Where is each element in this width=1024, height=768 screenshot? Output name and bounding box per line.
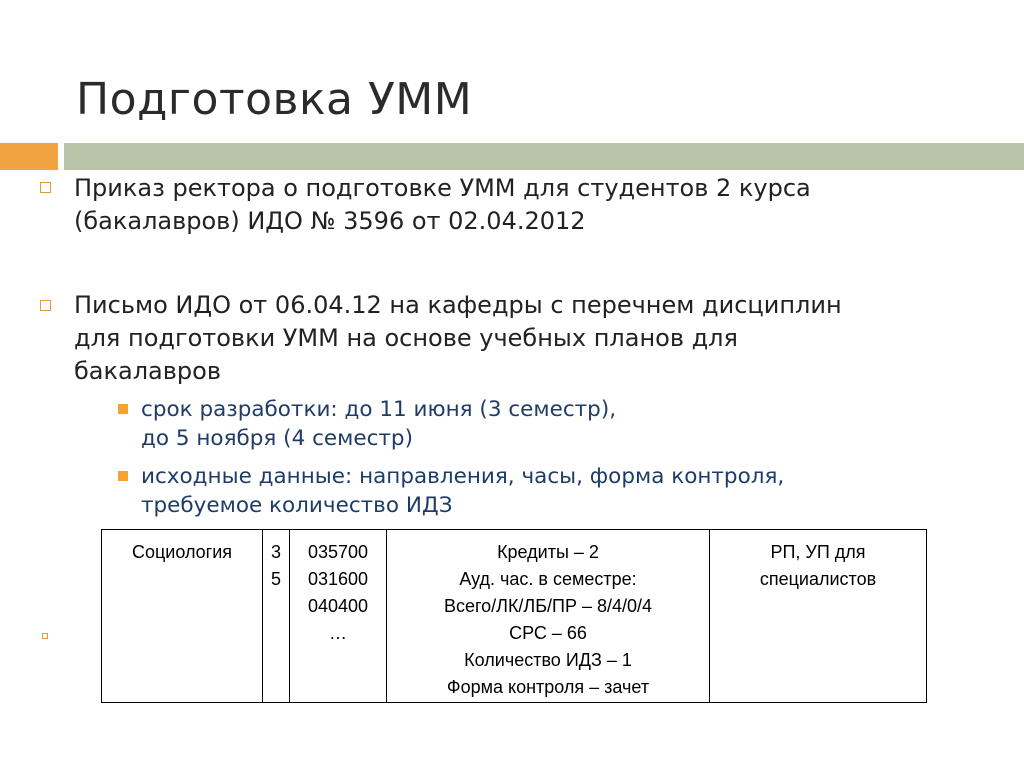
sub-bullet-line: требуемое количество ИДЗ	[141, 493, 453, 518]
semester-value: 3	[270, 542, 281, 562]
sub-bullet-square-icon	[118, 471, 128, 481]
empty-bullet-icon	[42, 633, 48, 639]
semester-value: 5	[270, 569, 281, 589]
detail-line: Кредиты – 2	[497, 542, 599, 562]
bullet-letter-line: бакалавров	[74, 357, 221, 385]
accent-bar-orange	[0, 143, 58, 170]
bullet-square-icon	[40, 182, 51, 193]
sub-bullet-input-data	[141, 462, 961, 520]
bullet-letter-line: для подготовки УММ на основе учебных планов для	[74, 324, 738, 352]
table-row	[102, 530, 927, 703]
direction-code: 040400	[307, 596, 369, 616]
direction-code: …	[329, 623, 347, 643]
detail-line: СРС – 66	[509, 623, 587, 643]
table-cell-docs	[710, 530, 927, 703]
table-cell-discipline	[102, 530, 263, 703]
bullet-order-line: (бакалавров) ИДО № 3596 от 02.04.2012	[74, 207, 586, 235]
table-cell-details	[387, 530, 710, 703]
sub-bullet-line: срок разработки: до 11 июня (3 семестр),	[141, 397, 617, 422]
bullet-letter	[74, 289, 974, 388]
accent-bar-green	[64, 143, 1024, 170]
bullet-order-line: Приказ ректора о подготовке УММ для студентов 2 курса	[74, 174, 811, 202]
sub-bullet-line: исходные данные: направления, часы, форма контроля,	[141, 464, 785, 489]
bullet-order	[74, 172, 974, 238]
bullet-letter-line: Письмо ИДО от 06.04.12 на кафедры с перечнем дисциплин	[74, 291, 842, 319]
docs-line: РП, УП для	[770, 542, 866, 562]
direction-code: 035700	[307, 542, 369, 562]
detail-line: Количество ИДЗ – 1	[464, 650, 632, 670]
detail-line: Ауд. час. в семестре:	[459, 569, 637, 589]
discipline-name: Социология	[131, 542, 233, 562]
detail-line: Всего/ЛК/ЛБ/ПР – 8/4/0/4	[443, 596, 653, 616]
sub-bullet-square-icon	[118, 404, 128, 414]
table-cell-semesters	[263, 530, 290, 703]
slide-title: Подготовка УММ	[76, 74, 473, 125]
docs-line: специалистов	[759, 569, 877, 589]
detail-line: Форма контроля – зачет	[446, 677, 650, 697]
direction-code: 031600	[307, 569, 369, 589]
discipline-table	[101, 529, 927, 703]
sub-bullet-deadline	[141, 395, 961, 453]
sub-bullet-line: до 5 ноября (4 семестр)	[141, 426, 413, 451]
bullet-square-icon	[40, 300, 51, 311]
table-cell-codes	[290, 530, 387, 703]
